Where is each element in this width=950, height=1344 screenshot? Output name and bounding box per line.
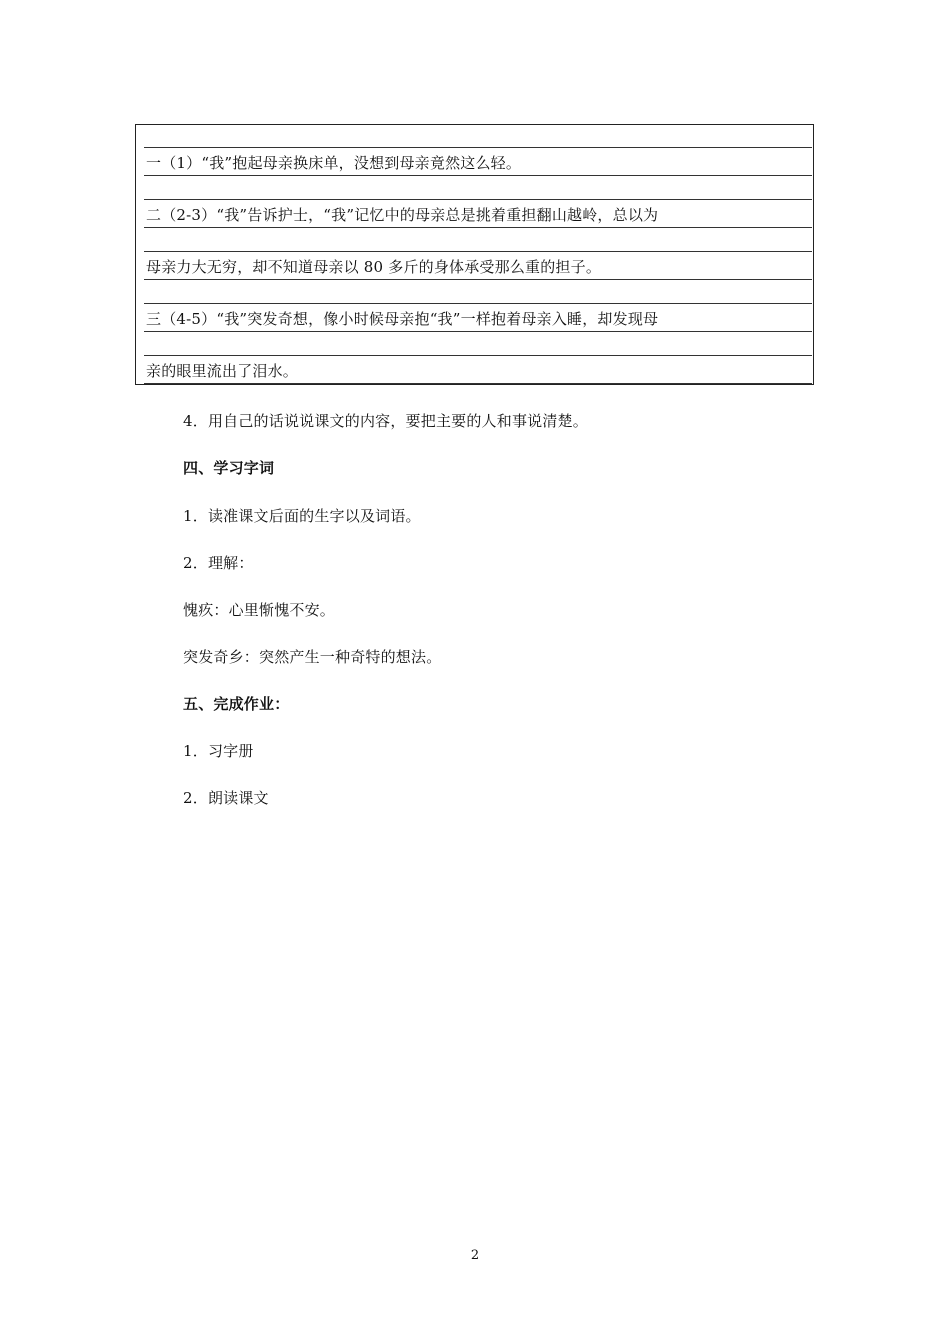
- ruled-line: [144, 199, 812, 200]
- outline-line-2: 二（2-3）“我”告诉护士，“我”记忆中的母亲总是挑着重担翻山越岭，总以为: [146, 206, 659, 224]
- ruled-line: [144, 355, 812, 356]
- vocab-item-1: 1．读准课文后面的生字以及词语。: [183, 507, 421, 525]
- term-definition: 突发奇乡：突然产生一种奇特的想法。: [183, 648, 442, 666]
- outline-line-4: 三（4-5）“我”突发奇想，像小时候母亲抱“我”一样抱着母亲入睡，却发现母: [146, 310, 659, 328]
- vocab-item-2: 2．理解：: [183, 554, 254, 572]
- ruled-line: [144, 251, 812, 252]
- outline-line-3: 母亲力大无穷，却不知道母亲以 80 多斤的身体承受那么重的担子。: [146, 258, 602, 276]
- ruled-line: [144, 331, 812, 332]
- outline-line-5: 亲的眼里流出了泪水。: [146, 362, 299, 380]
- homework-item-2: 2．朗读课文: [183, 789, 269, 807]
- lesson-outline-box: [135, 124, 814, 385]
- outline-line-1: 一（1）“我”抱起母亲换床单，没想到母亲竟然这么轻。: [146, 154, 522, 172]
- ruled-line: [144, 279, 812, 280]
- term-definition: 愧疚：心里惭愧不安。: [183, 601, 336, 619]
- ruled-line: [144, 227, 812, 228]
- ruled-line: [144, 383, 812, 384]
- section-heading-vocabulary: 四、学习字词: [183, 459, 275, 477]
- section-heading-homework: 五、完成作业：: [183, 695, 290, 713]
- page-number: 2: [470, 1248, 480, 1263]
- ruled-line: [144, 303, 812, 304]
- ruled-line: [144, 175, 812, 176]
- task-item-4: 4．用自己的话说说课文的内容，要把主要的人和事说清楚。: [183, 412, 588, 430]
- ruled-line: [144, 147, 812, 148]
- homework-item-1: 1．习字册: [183, 742, 254, 760]
